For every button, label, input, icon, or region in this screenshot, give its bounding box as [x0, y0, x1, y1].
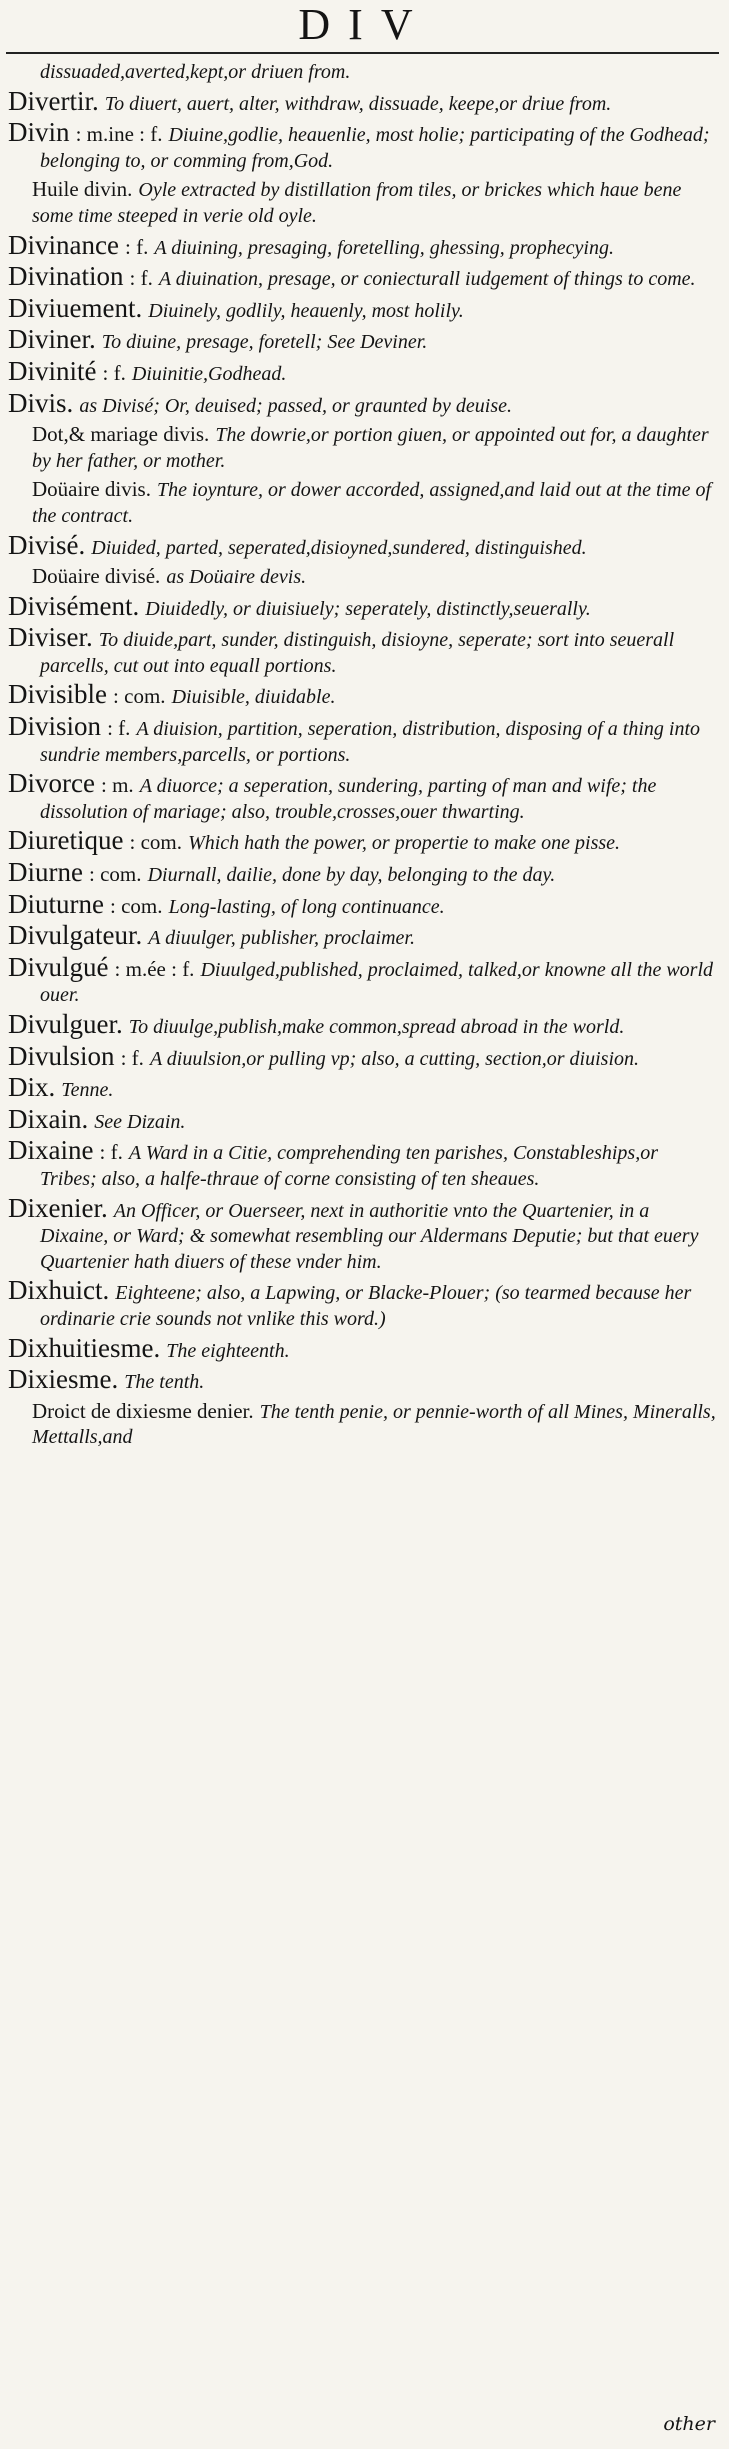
headword: Dix. [8, 1072, 56, 1103]
dictionary-entry [8, 261, 717, 293]
headword: Dixhuitiesme. [8, 1332, 161, 1363]
sub-entry [32, 477, 717, 529]
dictionary-entry [8, 1332, 717, 1365]
headword: Diviner. [8, 324, 96, 355]
definition: Oyle extracted by distillation from tiles, or brickes which haue bene some time steeped in verie old oyle. [32, 179, 682, 227]
definition: A diuorce; a seperation, sundering, parting of man and wife; the dissolution of mariage; also, trouble,crosses,ouer thwarting. [40, 775, 657, 823]
definition: See Dizain. [94, 1110, 186, 1133]
definition: A diuulger, publisher, proclaimer. [148, 927, 415, 950]
grammar-label: : m.ée : f. [114, 956, 195, 981]
grammar-label: : f. [125, 234, 149, 259]
definition: The tenth. [124, 1371, 205, 1394]
headword: Diuturne [8, 888, 104, 919]
entry-list [0, 54, 729, 1451]
headword: Divulgateur. [8, 920, 143, 951]
sub-entry [32, 422, 717, 474]
definition: A diuulsion,or pulling vp; also, a cutting, section,or diuision. [149, 1047, 640, 1070]
definition: The dowrie,or portion giuen, or appointed out for, a daughter by her father, or mother. [32, 424, 709, 472]
headword: Dixhuict. [8, 1275, 110, 1306]
dictionary-entry [8, 1072, 717, 1104]
headword: Divisible [8, 679, 107, 710]
headword: Diviuement. [8, 292, 143, 323]
headword: Doüaire divisé. [32, 564, 161, 589]
grammar-label: : f. [107, 716, 131, 741]
page-title: DIV [298, 0, 431, 49]
definition: Diuine,godlie, heauenlie, most holie; participating of the Godhead; belonging to, or comming from,God. [40, 124, 710, 172]
definition: dissuaded,averted,kept,or driuen from. [40, 61, 351, 83]
definition: Tenne. [61, 1079, 114, 1102]
dictionary-entry [8, 920, 717, 952]
definition: To diuert, auert, alter, withdraw, dissuade, keepe,or driue from. [104, 92, 612, 115]
headword: Dixain. [8, 1103, 89, 1134]
grammar-label: : com. [129, 830, 183, 855]
headword: Huile divin. [32, 177, 133, 202]
headword: Division [8, 711, 102, 742]
grammar-label: : m.ine : f. [75, 122, 163, 147]
headword: Divin [8, 117, 70, 148]
dictionary-entry [8, 324, 717, 356]
dictionary-entry [8, 1275, 717, 1332]
definition: as Divisé; Or, deuised; passed, or graunted by deuise. [79, 394, 513, 417]
headword: Dot,& mariage divis. [32, 422, 210, 447]
headword: Diviser. [8, 622, 93, 653]
headword: Divis. [8, 387, 74, 418]
definition: A Ward in a Citie, comprehending ten parishes, Constableships,or Tribes; also, a halfe-thraue of corne consisting of ten sheaues. [40, 1142, 658, 1190]
definition: The tenth penie, or pennie-worth of all Mines, Mineralls, Mettalls,and [32, 1400, 716, 1449]
dictionary-entry [8, 1103, 717, 1136]
dictionary-entry [8, 590, 717, 623]
headword: Divorce [8, 768, 95, 799]
continued-entry [8, 60, 717, 86]
sub-entry [32, 564, 717, 591]
dictionary-entry [8, 387, 717, 420]
definition: Long-lasting, of long continuance. [168, 895, 445, 918]
grammar-label: : f. [102, 360, 126, 385]
dictionary-entry [8, 117, 717, 174]
dictionary-entry [8, 1192, 717, 1276]
dictionary-entry [8, 951, 717, 1009]
headword: Droict de dixiesme denier. [32, 1398, 254, 1423]
dictionary-entry [8, 1009, 717, 1041]
headword: Dixenier. [8, 1192, 108, 1223]
dictionary-entry [8, 768, 717, 825]
dictionary-entry [8, 1135, 717, 1192]
definition: A diuining, presaging, foretelling, ghessing, prophecying. [154, 236, 614, 259]
grammar-label: : f. [120, 1045, 144, 1070]
dictionary-entry [8, 85, 717, 118]
dictionary-entry [8, 711, 717, 768]
dictionary-entry [8, 1040, 717, 1073]
headword: Divulguer. [8, 1009, 123, 1039]
headword: Dixaine [8, 1135, 94, 1166]
sub-entry [32, 177, 717, 229]
definition: Diuinitie,Godhead. [131, 362, 287, 385]
definition: The eighteenth. [166, 1339, 290, 1362]
definition: Diuidedly, or diuisiuely; seperately, distinctly,seuerally. [145, 597, 591, 620]
definition: The ioynture, or dower accorded, assigned,and laid out at the time of the contract. [32, 479, 712, 527]
headword: Diurne [8, 857, 83, 888]
grammar-label: : f. [129, 266, 153, 291]
definition: Eighteene; also, a Lapwing, or Blacke-Plouer; (so tearmed because her ordinarie crie sounds not vnlike this word.) [40, 1282, 692, 1330]
dictionary-entry [8, 857, 717, 889]
grammar-label: : com. [89, 862, 142, 887]
grammar-label: : m. [101, 773, 134, 798]
headword: Doüaire divis. [32, 477, 151, 502]
dictionary-entry [8, 888, 717, 921]
grammar-label: : f. [99, 1140, 123, 1165]
dictionary-entry [8, 292, 717, 325]
definition: A diuination, presage, or coniecturall iudgement of things to come. [158, 268, 696, 291]
headword: Divulsion [8, 1040, 115, 1071]
dictionary-entry [8, 529, 717, 562]
dictionary-entry [8, 825, 717, 857]
definition: Diuulged,published, proclaimed, talked,or knowne all the world ouer. [40, 958, 714, 1007]
dictionary-entry [8, 679, 717, 711]
dictionary-entry [8, 622, 717, 679]
definition: To diuide,part, sunder, distinguish, disioyne, seperate; sort into seuerall parcells, cut out into equall portions. [40, 629, 675, 677]
headword: Divinité [8, 355, 97, 386]
definition: A diuision, partition, seperation, distribution, disposing of a thing into sundrie members,parcells, or portions. [40, 718, 701, 766]
definition: An Officer, or Ouerseer, next in authoritie vnto the Quartenier, in a Dixaine, or Ward; & somewhat resembling our Aldermans Deputie; but that euery Quartenier hath diuers of these vnder him. [40, 1199, 699, 1273]
headword: Dixiesme. [8, 1364, 119, 1395]
headword: Divertir. [8, 85, 99, 116]
definition: Diuinely, godlily, heauenly, most holily. [148, 299, 464, 322]
catchword: other [663, 2413, 715, 2435]
definition: Which hath the power, or propertie to make one pisse. [188, 832, 621, 855]
definition: To diuine, presage, foretell; See Deviner. [101, 331, 428, 354]
headword: Divisément. [8, 590, 140, 621]
definition: Diurnall, dailie, done by day, belonging to the day. [147, 864, 556, 887]
grammar-label: : com. [110, 893, 163, 918]
headword: Diuretique [8, 825, 124, 856]
headword: Divisé. [8, 529, 86, 560]
headword: Divination [8, 261, 124, 292]
definition: To diuulge,publish,make common,spread abroad in the world. [128, 1016, 625, 1038]
dictionary-entry [8, 355, 717, 388]
dictionary-entry [8, 1364, 717, 1396]
definition: Diuided, parted, seperated,disioyned,sundered, distinguished. [91, 536, 587, 559]
headword: Divinance [8, 229, 119, 260]
sub-entry [32, 1399, 717, 1451]
grammar-label: : com. [113, 684, 166, 709]
definition: as Doüaire devis. [166, 566, 307, 589]
dictionary-entry [8, 229, 717, 262]
headword: Divulgué [8, 951, 109, 982]
definition: Diuisible, diuidable. [171, 686, 336, 709]
